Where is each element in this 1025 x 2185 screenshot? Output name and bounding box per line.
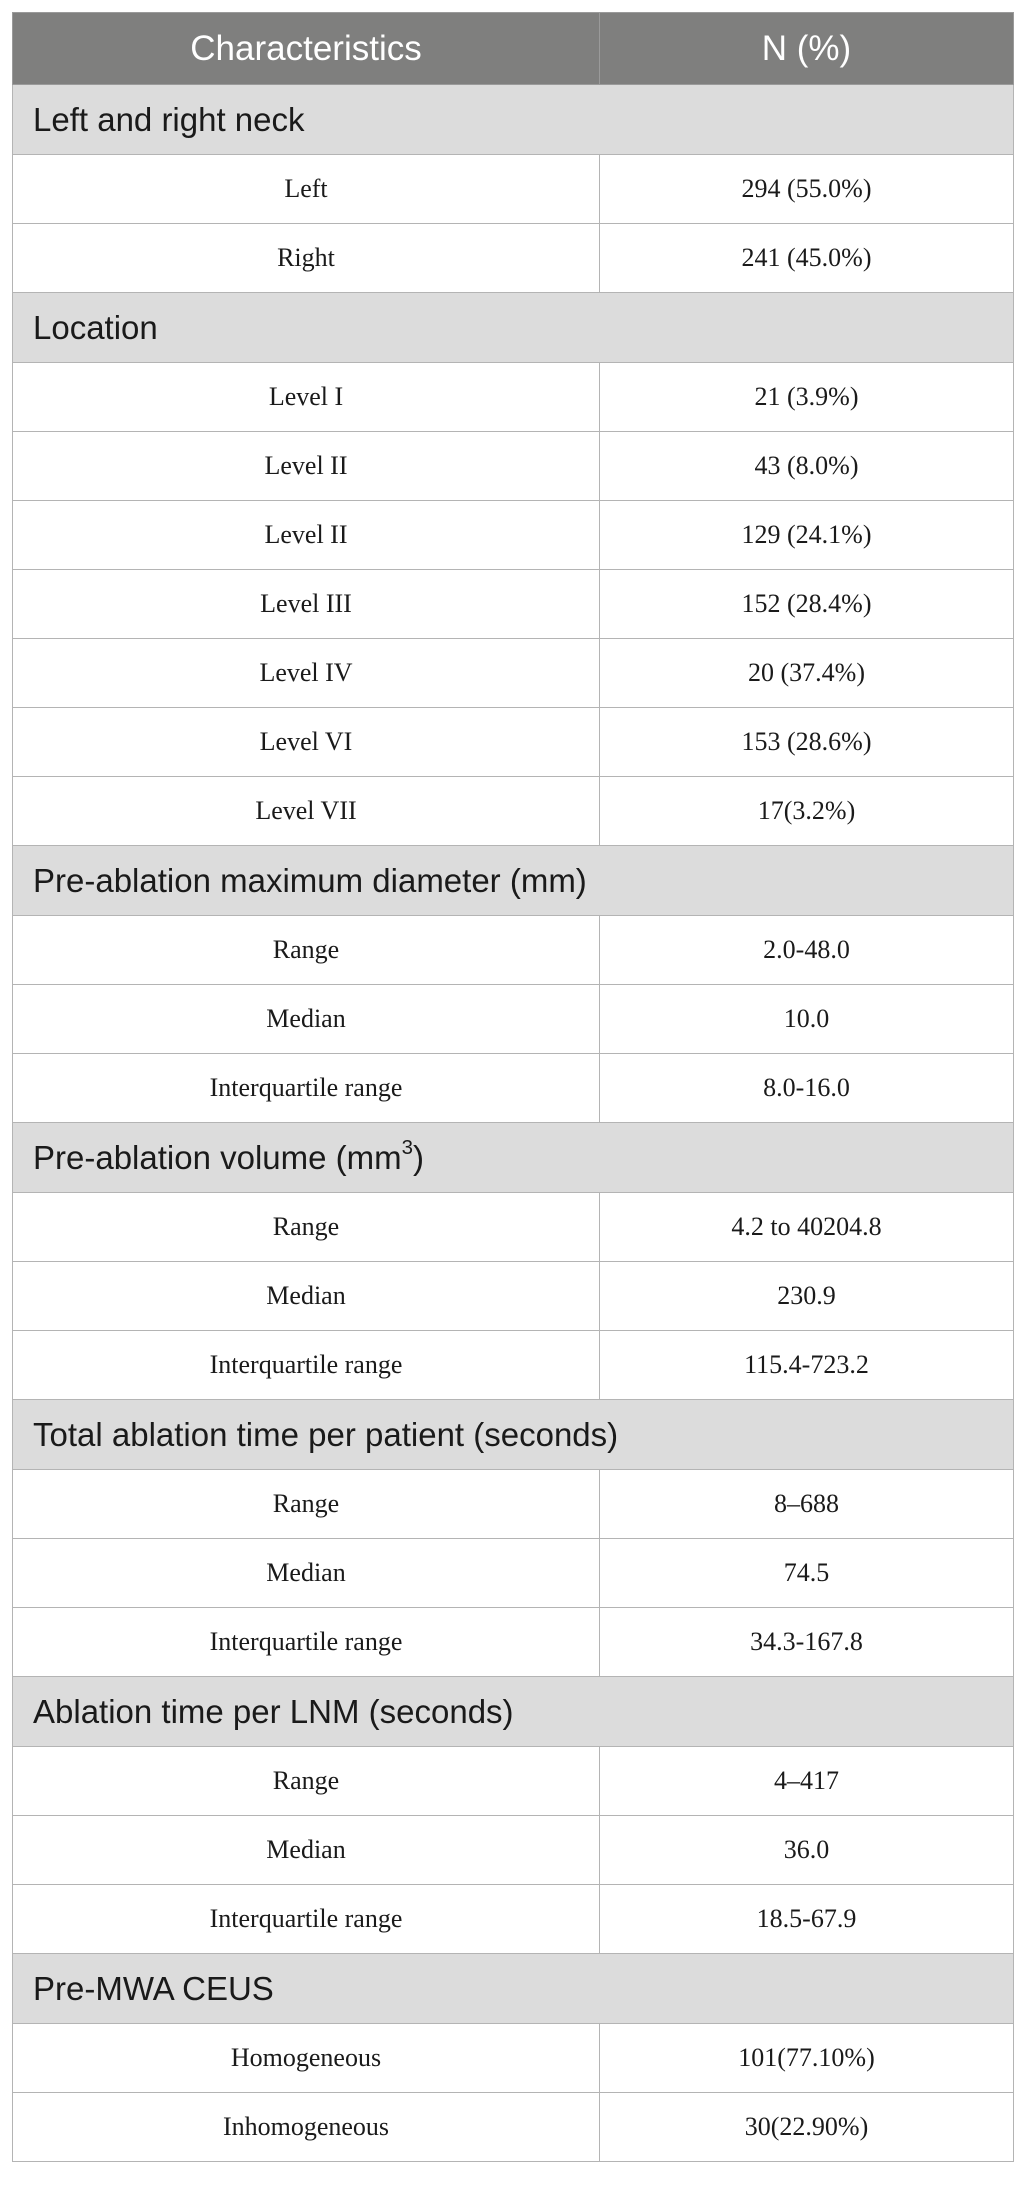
- section-row: [13, 846, 1014, 916]
- row-label: Median: [13, 1262, 600, 1331]
- row-value: 30(22.90%): [600, 2093, 1014, 2162]
- section-title-text: Total ablation time per patient (seconds): [33, 1415, 619, 1453]
- row-value: 4–417: [600, 1747, 1014, 1816]
- row-value: 129 (24.1%): [600, 501, 1014, 570]
- table-row: [13, 1054, 1014, 1123]
- table-row: [13, 570, 1014, 639]
- table-row: [13, 2024, 1014, 2093]
- table-row: [13, 1539, 1014, 1608]
- row-label: Range: [13, 1747, 600, 1816]
- table-row: [13, 1816, 1014, 1885]
- section-title-text: Location: [33, 308, 158, 346]
- row-label: Level VII: [13, 777, 600, 846]
- row-value: 10.0: [600, 985, 1014, 1054]
- section-title-text: Pre-ablation maximum diameter (mm): [33, 861, 587, 899]
- row-value: 74.5: [600, 1539, 1014, 1608]
- row-value: 152 (28.4%): [600, 570, 1014, 639]
- table-row: [13, 363, 1014, 432]
- row-value: 8–688: [600, 1470, 1014, 1539]
- table-row: [13, 1608, 1014, 1677]
- section-row: [13, 293, 1014, 363]
- row-label: Level IV: [13, 639, 600, 708]
- section-row: [13, 85, 1014, 155]
- table-header: [13, 13, 1014, 85]
- row-value: 230.9: [600, 1262, 1014, 1331]
- table-row: [13, 1193, 1014, 1262]
- row-value: 17(3.2%): [600, 777, 1014, 846]
- section-title-text: Pre-ablation volume (mm: [33, 1138, 402, 1176]
- row-value: 115.4-723.2: [600, 1331, 1014, 1400]
- table-row: [13, 1470, 1014, 1539]
- table-row: [13, 1331, 1014, 1400]
- section-title: [13, 1677, 1014, 1747]
- table-body: [13, 85, 1014, 2162]
- section-title-text: Pre-MWA CEUS: [33, 1969, 274, 2007]
- row-value: 2.0-48.0: [600, 916, 1014, 985]
- table-row: [13, 1885, 1014, 1954]
- section-title-suffix: ): [413, 1138, 424, 1176]
- section-title: [13, 1954, 1014, 2024]
- row-label: Median: [13, 985, 600, 1054]
- row-label: Inhomogeneous: [13, 2093, 600, 2162]
- row-label: Level I: [13, 363, 600, 432]
- table-row: [13, 2093, 1014, 2162]
- section-row: [13, 1400, 1014, 1470]
- row-label: Interquartile range: [13, 1054, 600, 1123]
- table-row: [13, 639, 1014, 708]
- characteristics-table: [12, 12, 1014, 2162]
- table-row: [13, 224, 1014, 293]
- row-label: Interquartile range: [13, 1885, 600, 1954]
- table-row: [13, 1747, 1014, 1816]
- section-title: [13, 1123, 1014, 1193]
- row-value: 8.0-16.0: [600, 1054, 1014, 1123]
- row-value: 101(77.10%): [600, 2024, 1014, 2093]
- row-value: 153 (28.6%): [600, 708, 1014, 777]
- row-value: 4.2 to 40204.8: [600, 1193, 1014, 1262]
- table-row: [13, 916, 1014, 985]
- header-n-percent: N (%): [600, 13, 1014, 85]
- row-label: Interquartile range: [13, 1331, 600, 1400]
- section-title-text: Ablation time per LNM (seconds): [33, 1692, 514, 1730]
- row-label: Right: [13, 224, 600, 293]
- table-row: [13, 1262, 1014, 1331]
- row-label: Median: [13, 1539, 600, 1608]
- section-title: [13, 293, 1014, 363]
- row-value: 18.5-67.9: [600, 1885, 1014, 1954]
- row-label: Level II: [13, 501, 600, 570]
- section-title: [13, 85, 1014, 155]
- row-label: Range: [13, 1470, 600, 1539]
- section-title: [13, 1400, 1014, 1470]
- row-label: Level VI: [13, 708, 600, 777]
- row-label: Left: [13, 155, 600, 224]
- section-row: [13, 1123, 1014, 1193]
- row-value: 36.0: [600, 1816, 1014, 1885]
- row-value: 43 (8.0%): [600, 432, 1014, 501]
- row-value: 241 (45.0%): [600, 224, 1014, 293]
- row-label: Interquartile range: [13, 1608, 600, 1677]
- table-row: [13, 155, 1014, 224]
- table-row: [13, 708, 1014, 777]
- table-row: [13, 432, 1014, 501]
- row-value: 294 (55.0%): [600, 155, 1014, 224]
- section-row: [13, 1954, 1014, 2024]
- section-title-text: Left and right neck: [33, 100, 305, 138]
- row-value: 21 (3.9%): [600, 363, 1014, 432]
- row-value: 20 (37.4%): [600, 639, 1014, 708]
- section-title-superscript: 3: [401, 1136, 413, 1160]
- row-label: Range: [13, 1193, 600, 1262]
- row-value: 34.3-167.8: [600, 1608, 1014, 1677]
- table-row: [13, 985, 1014, 1054]
- row-label: Level II: [13, 432, 600, 501]
- header-characteristics: Characteristics: [13, 13, 600, 85]
- row-label: Range: [13, 916, 600, 985]
- row-label: Median: [13, 1816, 600, 1885]
- row-label: Level III: [13, 570, 600, 639]
- section-row: [13, 1677, 1014, 1747]
- header-row: [13, 13, 1014, 85]
- section-title: [13, 846, 1014, 916]
- row-label: Homogeneous: [13, 2024, 600, 2093]
- table-row: [13, 777, 1014, 846]
- table-row: [13, 501, 1014, 570]
